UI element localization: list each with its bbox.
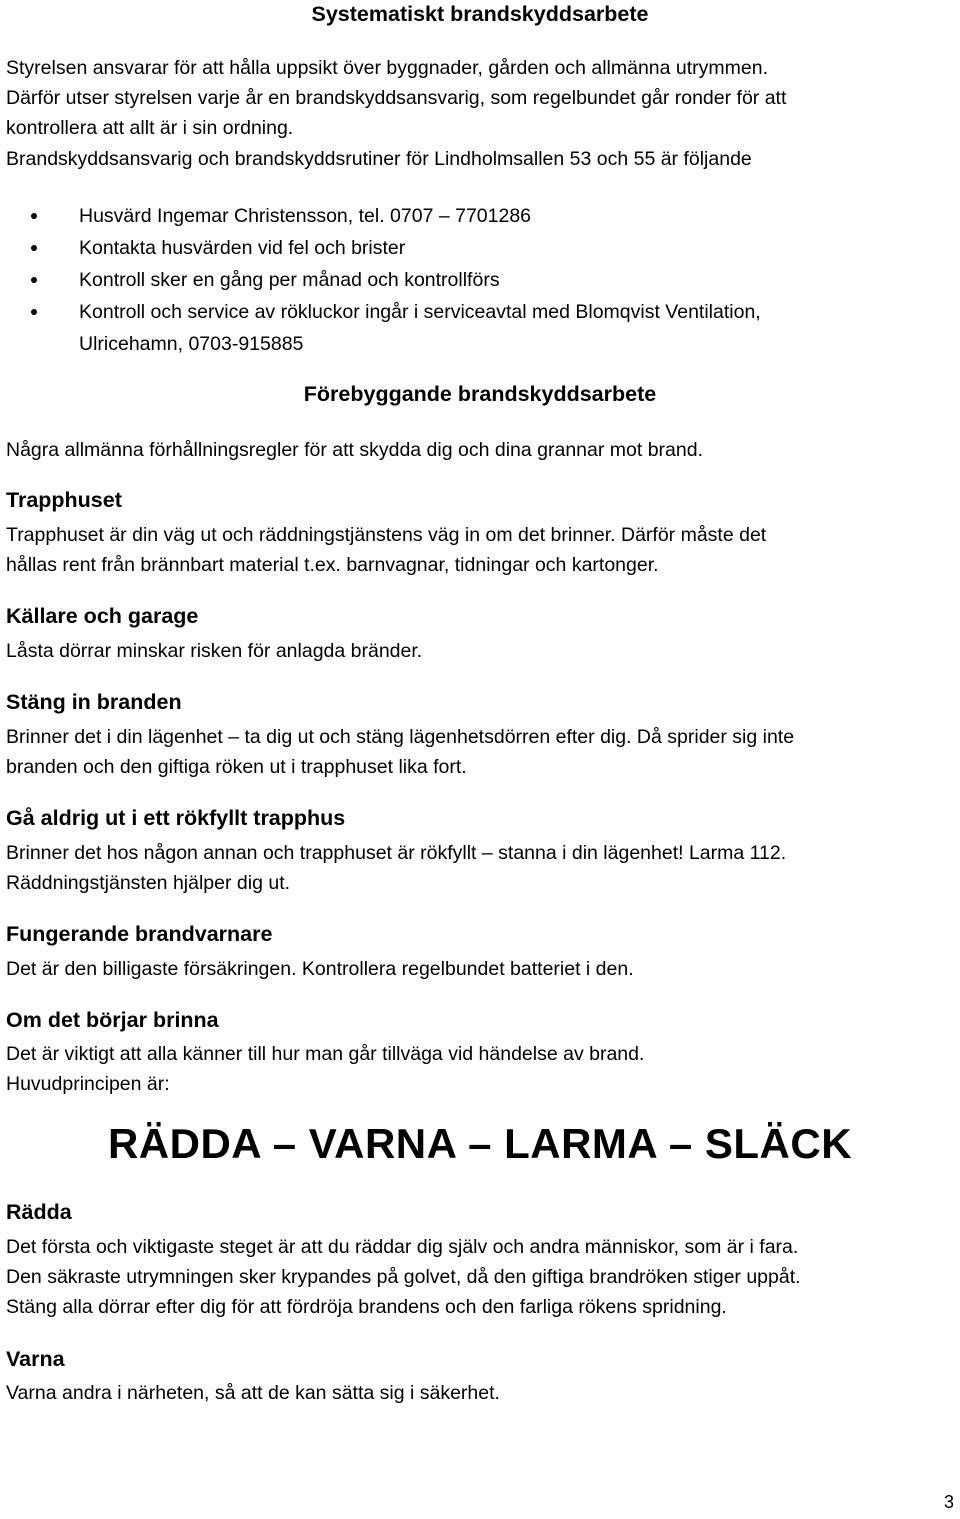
- intro-line: Därför utser styrelsen varje år en brandskyddsansvarig, som regelbundet går ronder för att: [6, 87, 787, 109]
- section-text: Låsta dörrar minskar risken för anlagda bränder.: [6, 640, 423, 662]
- page-title: Systematiskt brandskyddsarbete: [311, 2, 649, 26]
- list-item: Husvärd Ingemar Christensson, tel. 0707 – 7701286: [6, 200, 761, 232]
- list-item: Kontroll sker en gång per månad och kontrollförs: [6, 264, 761, 296]
- section-subtitle: Förebyggande brandskyddsarbete: [303, 382, 657, 406]
- section-heading: Källare och garage: [6, 604, 199, 628]
- principle-slogan: RÄDDA – VARNA – LARMA – SLÄCK: [107, 1120, 853, 1167]
- section-text: Det första och viktigaste steget är att du räddar dig själv och andra människor, som är i fara.: [6, 1236, 799, 1258]
- list-item-continuation: Ulricehamn, 0703-915885: [79, 333, 304, 355]
- bullet-list: [6, 200, 761, 360]
- bullet-icon: [31, 213, 37, 219]
- section-heading: Gå aldrig ut i ett rökfyllt trapphus: [6, 806, 346, 830]
- section-text: Den säkraste utrymningen sker krypandes på golvet, då den giftiga brandröken stiger uppåt.: [6, 1266, 801, 1288]
- section-text: Trapphuset är din väg ut och räddningstjänstens väg in om det brinner. Därför måste det: [6, 524, 767, 546]
- section-heading: Fungerande brandvarnare: [6, 922, 273, 946]
- intro-line: Brandskyddsansvarig och brandskyddsrutiner för Lindholmsallen 53 och 55 är följande: [6, 148, 752, 170]
- page-number: 3: [943, 1492, 954, 1512]
- section-text: hållas rent från brännbart material t.ex. barnvagnar, tidningar och kartonger.: [6, 554, 659, 576]
- section-text: Brinner det i din lägenhet – ta dig ut och stäng lägenhetsdörren efter dig. Då sprider sig inte: [6, 726, 795, 748]
- intro-line: kontrollera att allt är i sin ordning.: [6, 117, 294, 139]
- list-item: Kontroll och service av rökluckor ingår i serviceavtal med Blomqvist Ventilation, Ulricehamn, 0703-915885: [6, 296, 761, 360]
- intro-line: Styrelsen ansvarar för att hålla uppsikt över byggnader, gården och allmänna utrymmen.: [6, 57, 768, 79]
- bullet-icon: [31, 309, 37, 315]
- section-heading: Trapphuset: [6, 488, 122, 512]
- section-heading: Stäng in branden: [6, 690, 182, 714]
- list-item: Kontakta husvärden vid fel och brister: [6, 232, 761, 264]
- section-text: Varna andra i närheten, så att de kan sätta sig i säkerhet.: [6, 1382, 500, 1404]
- section-text: Huvudprincipen är:: [6, 1073, 170, 1095]
- section-heading: Om det börjar brinna: [6, 1008, 219, 1032]
- section-text: Det är viktigt att alla känner till hur man går tillväga vid händelse av brand.: [6, 1043, 645, 1065]
- section-heading: Rädda: [6, 1200, 72, 1224]
- section-text: Det är den billigaste försäkringen. Kontrollera regelbundet batteriet i den.: [6, 958, 634, 980]
- section-text: Stäng alla dörrar efter dig för att fördröja brandens och den farliga rökens spridning.: [6, 1296, 727, 1318]
- general-text: Några allmänna förhållningsregler för att skydda dig och dina grannar mot brand.: [6, 439, 703, 461]
- section-heading: Varna: [6, 1347, 65, 1371]
- section-text: branden och den giftiga röken ut i trapphuset lika fort.: [6, 756, 467, 778]
- section-text: Brinner det hos någon annan och trapphuset är rökfyllt – stanna i din lägenhet! Larma 112.: [6, 842, 787, 864]
- bullet-icon: [31, 277, 37, 283]
- bullet-icon: [31, 245, 37, 251]
- section-text: Räddningstjänsten hjälper dig ut.: [6, 872, 291, 894]
